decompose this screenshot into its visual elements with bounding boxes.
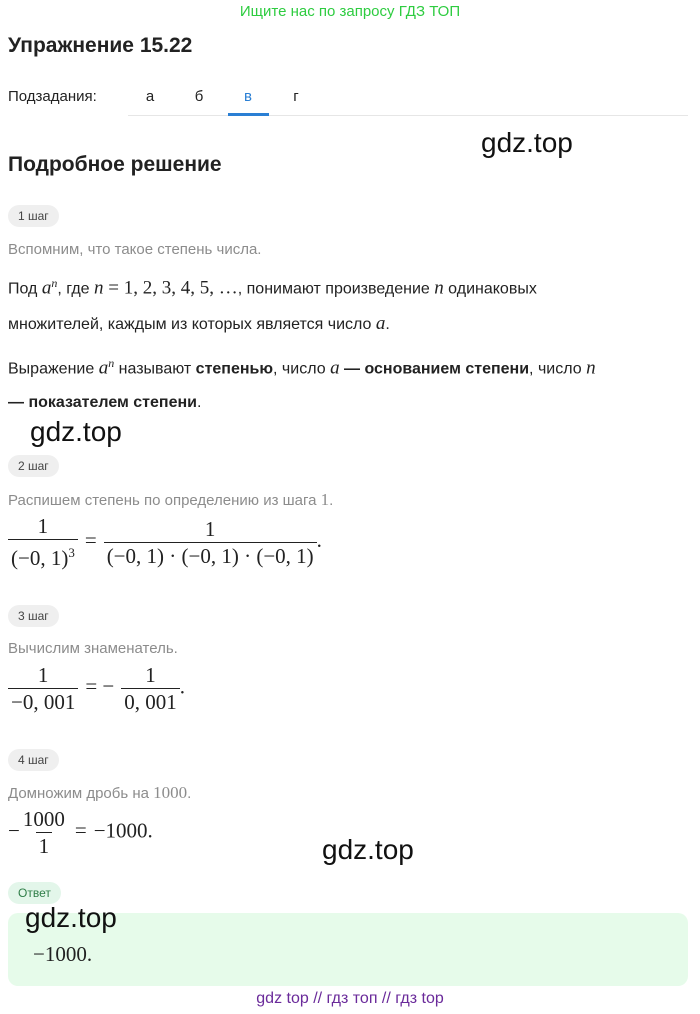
tab-a[interactable]: а (145, 88, 155, 105)
step-badge: 3 шаг (8, 605, 59, 627)
tabs-divider (128, 115, 688, 116)
step-intro: Вспомним, что такое степень числа. (8, 241, 262, 258)
answer-value: −1000. (33, 942, 93, 966)
watermark: gdz.top (481, 127, 573, 158)
section-title: Подробное решение (8, 153, 222, 176)
fraction: $\frac{1}{(-0, 1) \cdot (-0, 1) \cdot (-0, 1)}$ (104, 516, 317, 569)
fraction: $\frac{1}{0, 001}$ (121, 662, 180, 715)
active-tab-indicator (228, 113, 269, 116)
definition-line: множителей, каждым из которых является число a. (8, 313, 390, 334)
definition-line: Выражение $a^n$ называют степенью, число a — основанием степени, число n (8, 356, 596, 379)
step-badge: 2 шаг (8, 455, 59, 477)
fraction: $\frac{1000}{1}$ (22, 807, 65, 858)
tab-g[interactable]: г (293, 88, 299, 105)
watermark: gdz.top (25, 902, 117, 933)
watermark: gdz.top (322, 834, 414, 865)
step-intro: Вычислим знаменатель. (8, 640, 178, 657)
definition-line: Под $a^n$, где n = 1, 2, 3, 4, 5, …, понимают произведение n одинаковых (8, 276, 537, 299)
fraction: $\frac{1}{(-0, 1)^3}$ (8, 513, 78, 571)
tab-b[interactable]: б (194, 88, 204, 105)
equation: $\frac{1}{-0, 001}$ = − $\frac{1}{0, 001}$ . (8, 662, 185, 715)
fraction: $\frac{1}{-0, 001}$ (8, 662, 78, 715)
step-badge: 4 шаг (8, 749, 59, 771)
step-intro: Распишем степень по определению из шага 1. (8, 490, 334, 509)
promo-banner[interactable]: Ищите нас по запросу ГДЗ ТОП (239, 3, 461, 20)
answer-badge: Ответ (8, 882, 61, 904)
step-intro: Домножим дробь на 1000. (8, 783, 192, 802)
step-badge: 1 шаг (8, 205, 59, 227)
page-title: Упражнение 15.22 (8, 34, 193, 57)
tab-v[interactable]: в (244, 88, 252, 105)
watermark: gdz.top (30, 416, 122, 447)
equation: $\frac{1}{(-0, 1)^3}$ = $\frac{1}{(-0, 1) \cdot (-0, 1) \cdot (-0, 1)}$ . (8, 513, 322, 571)
footer-links[interactable]: gdz top // гдз топ // гдз top (256, 990, 444, 1007)
equation: − $\frac{1000}{1}$ = −1000. (8, 807, 153, 858)
subtasks-label: Подзадания: (8, 88, 97, 105)
definition-line: — показателем степени. (8, 394, 202, 411)
